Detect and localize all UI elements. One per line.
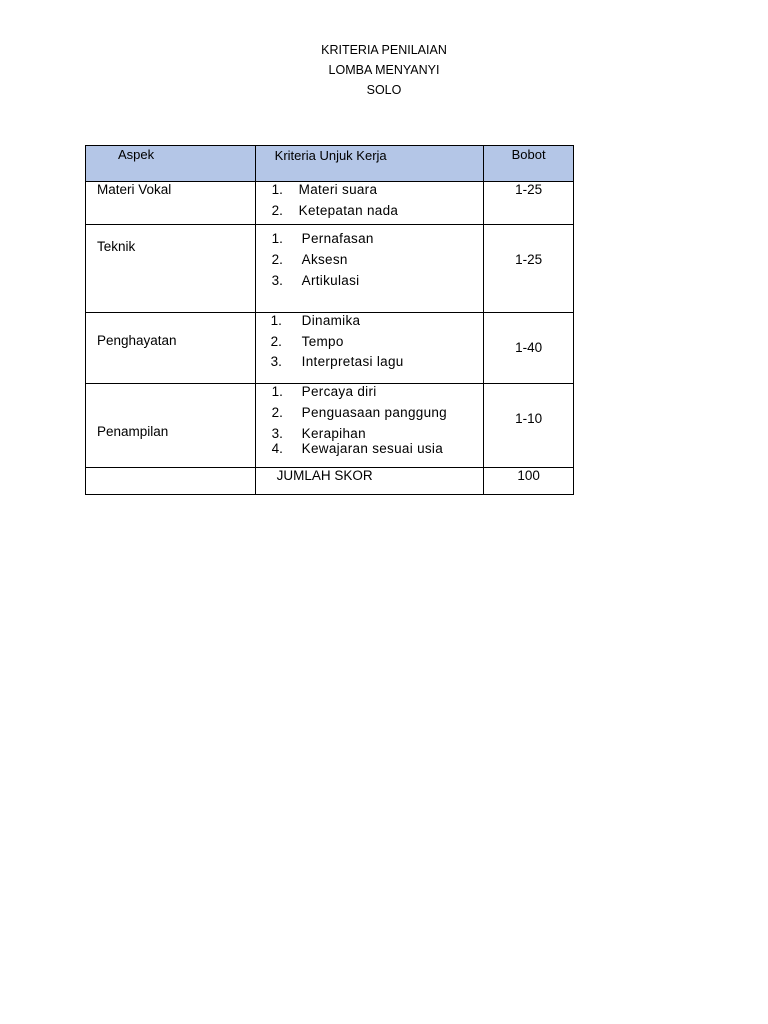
item-number: 2.	[271, 252, 283, 267]
table-row	[86, 313, 574, 384]
item-number: 3.	[270, 354, 282, 369]
kriteria-list	[256, 182, 484, 224]
total-bobot-cell	[484, 468, 574, 495]
list-item	[272, 426, 484, 441]
table-header-row	[86, 146, 574, 182]
item-number: 4.	[271, 440, 283, 456]
title-line-1: KRITERIA PENILAIAN	[321, 43, 447, 57]
list-item	[271, 334, 484, 355]
bobot-cell	[484, 384, 574, 468]
kriteria-list	[256, 225, 484, 294]
aspek-label: Penampilan	[97, 424, 169, 439]
title-line-2: LOMBA MENYANYI	[328, 63, 440, 77]
header-kriteria: Kriteria Unjuk Kerja	[255, 146, 484, 182]
item-text: Kerapihan	[301, 426, 366, 441]
aspek-label: Penghayatan	[97, 333, 177, 348]
kriteria-list	[256, 313, 484, 375]
kriteria-cell	[255, 313, 484, 384]
title-line-3: SOLO	[366, 83, 402, 97]
list-item	[272, 203, 484, 224]
total-empty-cell	[86, 468, 256, 495]
bobot-cell	[484, 313, 574, 384]
bobot-cell	[484, 182, 574, 225]
aspek-label: Materi Vokal	[97, 182, 172, 197]
list-item	[272, 384, 484, 405]
item-text: Artikulasi	[301, 273, 360, 288]
item-number: 3.	[271, 426, 283, 441]
item-number: 1.	[270, 313, 282, 328]
list-item	[272, 405, 484, 426]
list-item	[272, 182, 484, 203]
list-item	[272, 441, 484, 456]
item-number: 1.	[271, 182, 283, 197]
kriteria-cell	[255, 384, 484, 468]
table-row	[86, 182, 574, 225]
total-row	[86, 468, 574, 495]
kriteria-list	[256, 384, 484, 456]
list-item	[271, 313, 484, 334]
item-text: Materi suara	[298, 182, 378, 197]
aspek-cell	[86, 182, 256, 225]
item-number: 2.	[271, 203, 283, 218]
item-text: Tempo	[301, 333, 344, 349]
document-title	[0, 40, 768, 100]
bobot-value: 1-40	[515, 340, 543, 355]
bobot-value: 1-10	[515, 411, 543, 426]
aspek-cell	[86, 384, 256, 468]
kriteria-cell	[255, 225, 484, 313]
criteria-table	[85, 145, 574, 495]
list-item	[272, 231, 484, 252]
bobot-value: 1-25	[515, 252, 543, 267]
header-bobot: Bobot	[484, 146, 574, 182]
list-item	[272, 252, 484, 273]
item-text: Kewajaran sesuai usia	[301, 440, 444, 456]
item-number: 3.	[271, 273, 283, 288]
total-bobot-value: 100	[517, 468, 540, 483]
item-text: Interpretasi lagu	[301, 354, 404, 369]
aspek-cell	[86, 225, 256, 313]
total-label-cell	[255, 468, 484, 495]
bobot-cell	[484, 225, 574, 313]
kriteria-cell	[255, 182, 484, 225]
item-text: Dinamika	[301, 313, 361, 328]
item-text: Penguasaan panggung	[301, 405, 447, 420]
item-number: 2.	[270, 333, 282, 349]
table-row	[86, 225, 574, 313]
bobot-value: 1-25	[515, 182, 543, 197]
item-number: 1.	[271, 231, 283, 246]
table-row	[86, 384, 574, 468]
total-label: JUMLAH SKOR	[276, 468, 373, 483]
header-aspek: Aspek	[86, 146, 256, 182]
item-text: Ketepatan nada	[298, 203, 399, 218]
list-item	[272, 273, 484, 294]
item-number: 2.	[271, 405, 283, 420]
list-item	[271, 354, 484, 375]
item-text: Percaya diri	[301, 384, 377, 399]
aspek-cell	[86, 313, 256, 384]
item-text: Pernafasan	[301, 231, 374, 246]
aspek-label: Teknik	[97, 239, 136, 254]
item-number: 1.	[271, 384, 283, 399]
item-text: Aksesn	[301, 252, 348, 267]
